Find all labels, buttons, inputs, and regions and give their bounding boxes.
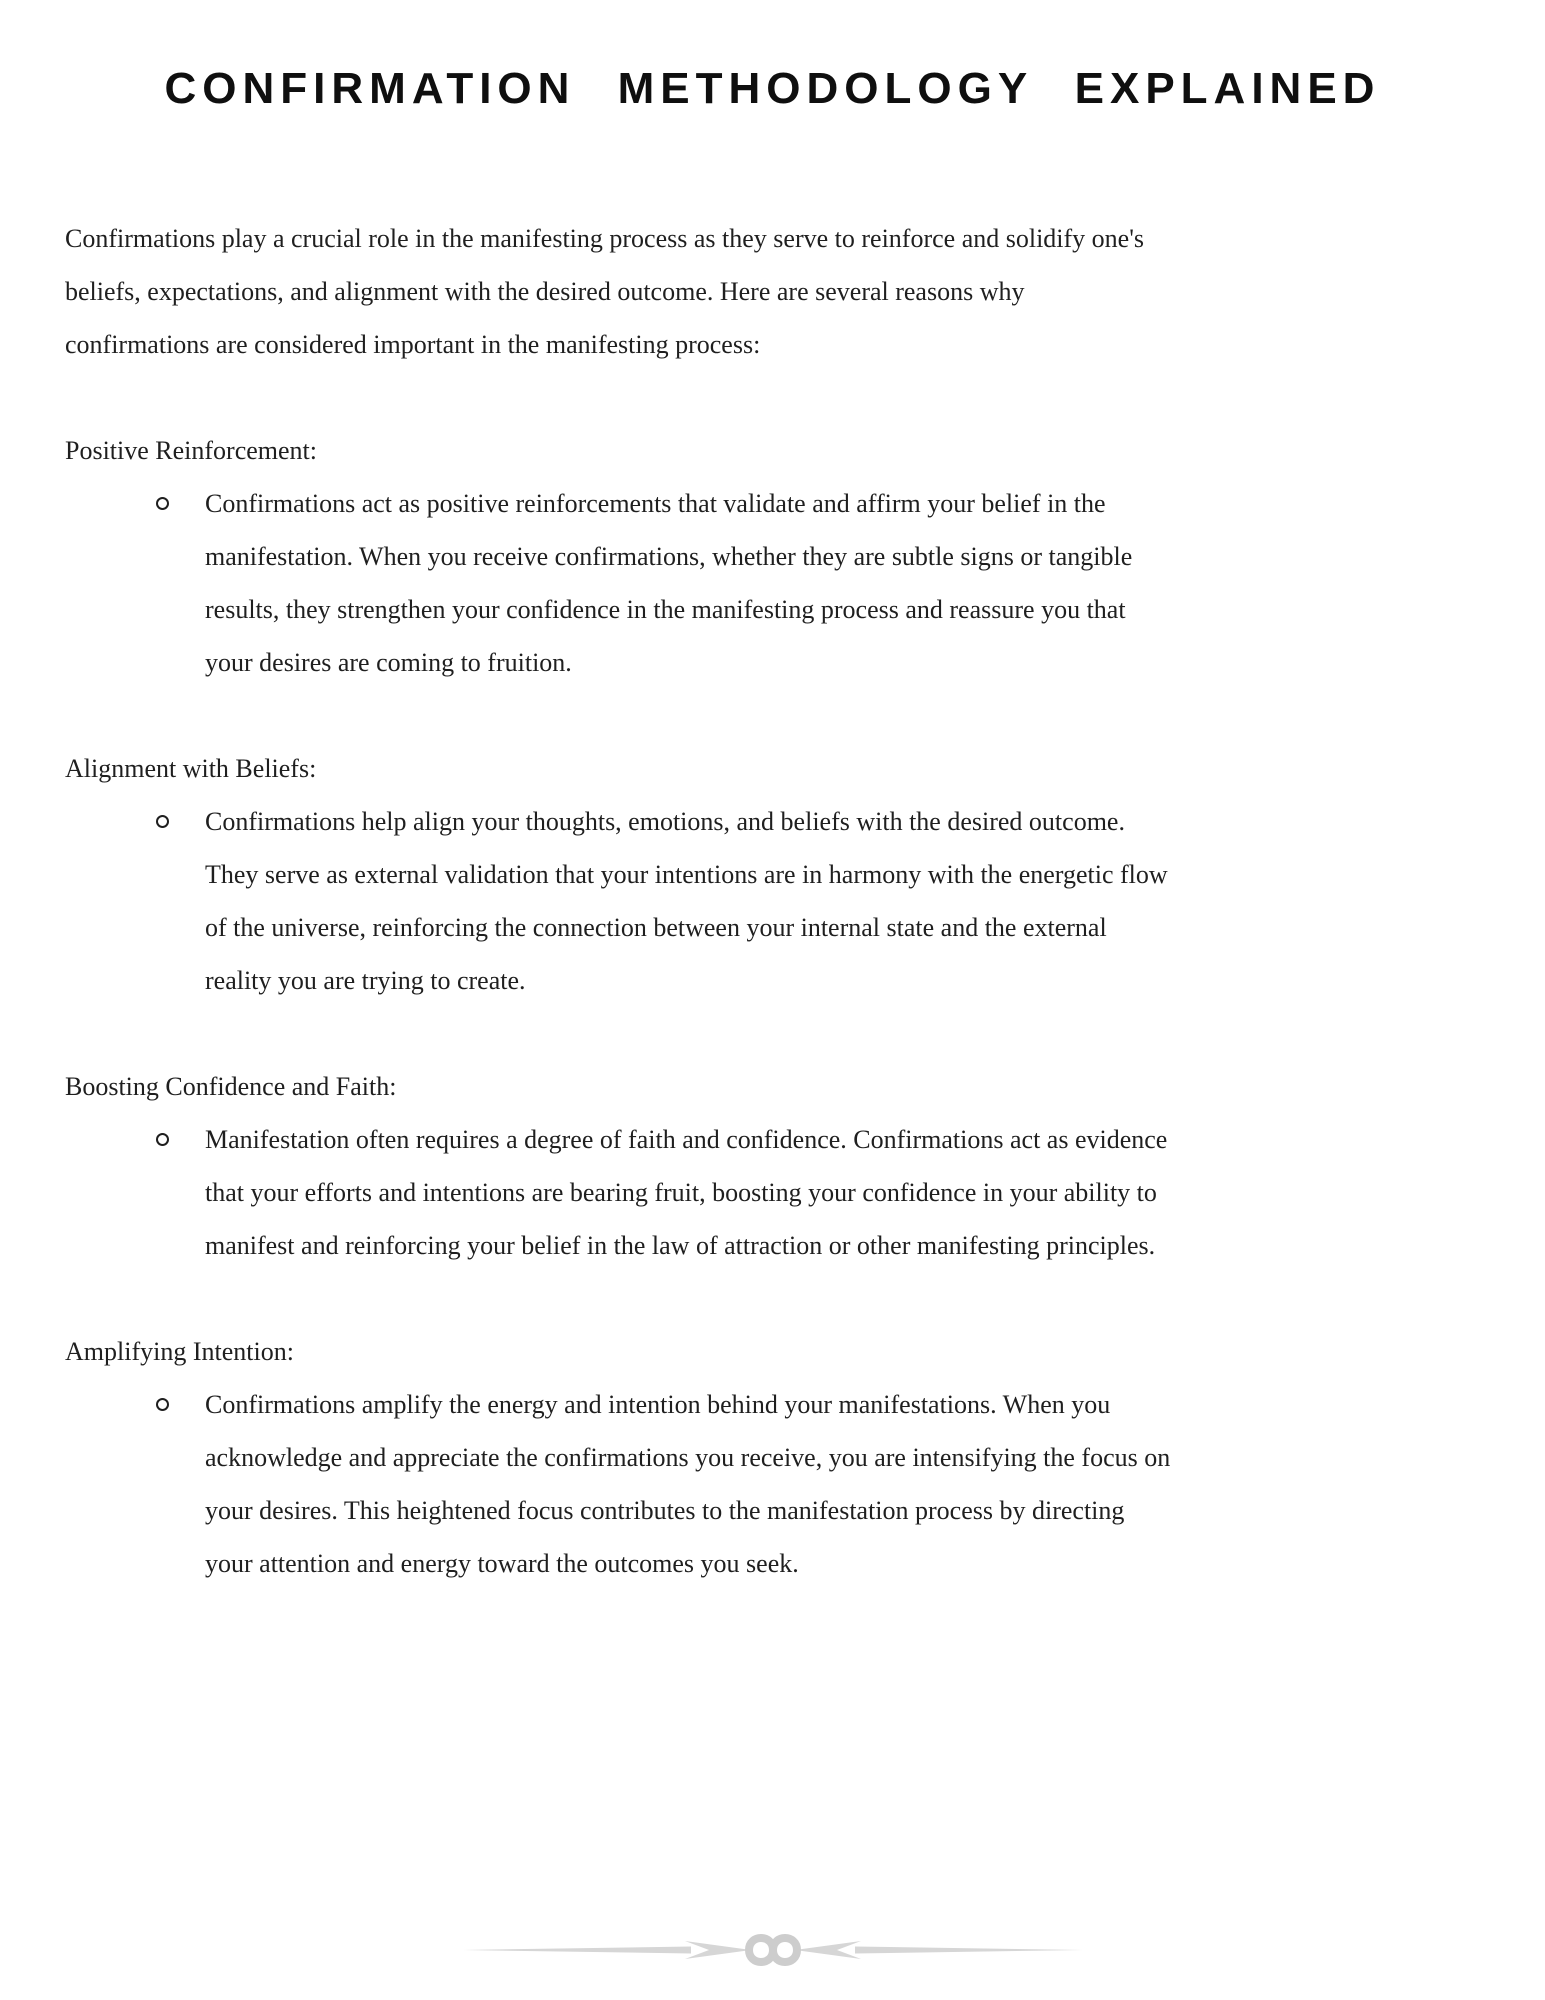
list-item bbox=[65, 795, 1175, 1007]
section-heading: Boosting Confidence and Faith: bbox=[65, 1072, 397, 1101]
list-item bbox=[65, 477, 1175, 689]
document-body bbox=[65, 212, 1175, 1643]
section-boosting-confidence-and-faith bbox=[65, 1060, 1175, 1272]
bullet-list bbox=[65, 795, 1175, 1007]
section-positive-reinforcement bbox=[65, 424, 1175, 689]
circle-bullet-icon bbox=[156, 497, 169, 510]
bullet-list bbox=[65, 1378, 1175, 1590]
bullet-text: Confirmations act as positive reinforcements that validate and affirm your belief in the manifestation. When you receive confirmations, whether they are subtle signs or tangible results, they strengthen your confidence in the manifesting process and reassure you that your desires are coming to fruition. bbox=[205, 489, 1133, 677]
section-heading: Alignment with Beliefs: bbox=[65, 754, 317, 783]
section-heading: Positive Reinforcement: bbox=[65, 436, 318, 465]
intro-paragraph: Confirmations play a crucial role in the manifesting process as they serve to reinforce and solidify one's beliefs, expectations, and alignment with the desired outcome. Here are several reasons why confirmations are considered important in the manifesting process: bbox=[65, 224, 1145, 359]
circle-bullet-icon bbox=[156, 815, 169, 828]
list-item bbox=[65, 1378, 1175, 1590]
section-alignment-with-beliefs bbox=[65, 742, 1175, 1007]
section-heading: Amplifying Intention: bbox=[65, 1337, 294, 1366]
bullet-text: Confirmations help align your thoughts, emotions, and beliefs with the desired outcome. They serve as external validation that your intentions are in harmony with the energetic flow of the universe, reinforcing the connection between your internal state and the external reality you are trying to create. bbox=[205, 807, 1168, 995]
section-amplifying-intention bbox=[65, 1325, 1175, 1590]
bullet-list bbox=[65, 1113, 1175, 1272]
decorative-divider bbox=[463, 1922, 1083, 1978]
page-title: CONFIRMATION METHODOLOGY EXPLAINED bbox=[164, 64, 1381, 113]
bullet-text: Confirmations amplify the energy and intention behind your manifestations. When you acknowledge and appreciate the confirmations you receive, you are intensifying the focus on your desires. This heightened focus contributes to the manifestation process by directing your attention and energy toward the outcomes you seek. bbox=[205, 1390, 1171, 1578]
bullet-list bbox=[65, 477, 1175, 689]
list-item bbox=[65, 1113, 1175, 1272]
bullet-text: Manifestation often requires a degree of faith and confidence. Confirmations act as evidence that your efforts and intentions are bearing fruit, boosting your confidence in your ability to manifest and reinforcing your belief in the law of attraction or other manifesting principles. bbox=[205, 1125, 1168, 1260]
circle-bullet-icon bbox=[156, 1398, 169, 1411]
circle-bullet-icon bbox=[156, 1133, 169, 1146]
infinity-divider-icon bbox=[463, 1922, 1083, 1978]
